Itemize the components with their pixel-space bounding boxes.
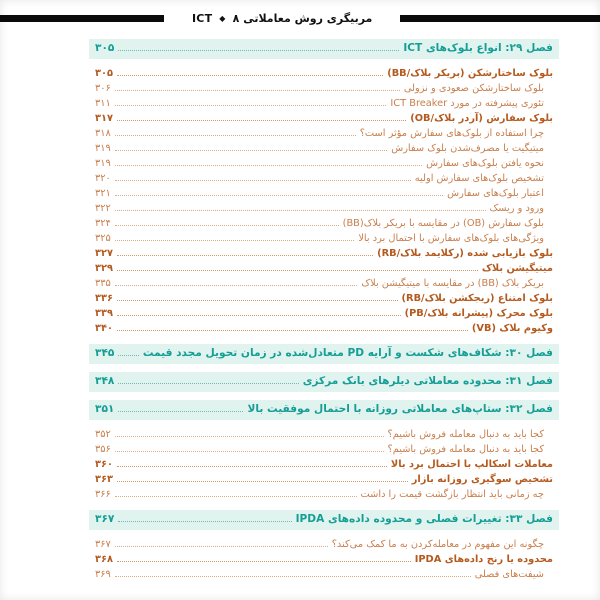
toc-leader-dots bbox=[115, 240, 355, 241]
table-of-contents bbox=[95, 39, 553, 582]
toc-entry-sub bbox=[95, 427, 553, 442]
toc-entry-page-number: ۳۵۲ bbox=[95, 429, 111, 440]
toc-entry-title: فصل ۲۹: انواع بلوک‌های ICT bbox=[403, 42, 553, 54]
toc-entry-page-number: ۳۱۹ bbox=[95, 143, 111, 154]
toc-entry-title: فصل ۳۲: ستاپ‌های معاملاتی روزانه با احتمال موفقیت بالا bbox=[247, 403, 553, 415]
toc-entry-title: کجا باید به دنبال معامله فروش باشیم؟ bbox=[387, 429, 544, 440]
toc-entry-title: چرا استفاده از بلوک‌های سفارش مؤثر است؟ bbox=[359, 128, 544, 139]
toc-entry-title: تشخیص سوگیری روزانه بازار bbox=[411, 474, 553, 485]
toc-leader-dots bbox=[115, 436, 384, 437]
toc-leader-dots bbox=[118, 383, 298, 384]
toc-entry-title: بلوک ساختارشکن صعودی و نزولی bbox=[403, 83, 544, 94]
running-head bbox=[192, 12, 372, 25]
toc-entry-page-number: ۳۶۹ bbox=[95, 569, 111, 580]
toc-entry-title: فصل ۳۱: محدوده معاملاتی دیلرهای بانک مرکزی bbox=[302, 375, 553, 387]
toc-entry-title: معاملات اسکالپ با احتمال برد بالا bbox=[390, 459, 553, 470]
toc-entry-sub bbox=[95, 231, 553, 246]
toc-entry-page-number: ۳۲۷ bbox=[95, 248, 113, 259]
toc-entry-title: چه زمانی باید انتظار بازگشت قیمت را داشت bbox=[360, 489, 544, 500]
toc-entry-section bbox=[95, 472, 553, 487]
toc-entry-page-number: ۳۲۲ bbox=[95, 203, 111, 214]
toc-entry-page-number: ۳۵۶ bbox=[95, 444, 111, 455]
toc-entry-page-number: ۳۲۵ bbox=[95, 233, 111, 244]
toc-leader-dots bbox=[117, 255, 373, 256]
toc-leader-dots bbox=[115, 165, 422, 166]
toc-leader-dots bbox=[115, 225, 339, 226]
toc-entry-sub bbox=[95, 96, 553, 111]
toc-entry-page-number: ۳۶۶ bbox=[95, 489, 111, 500]
toc-leader-dots bbox=[117, 330, 468, 331]
toc-leader-dots bbox=[115, 90, 400, 91]
toc-entry-section bbox=[95, 291, 553, 306]
toc-entry-page-number: ۳۶۷ bbox=[95, 513, 115, 525]
toc-entry-chapter bbox=[89, 344, 559, 364]
toc-entry-title: بلوک بازیابی شده (رکلایمد بلاک/RB) bbox=[377, 248, 553, 259]
toc-entry-section bbox=[95, 306, 553, 321]
toc-entry-title: بریکر بلاک (BB) در مقایسه با میتیگیشن بلاک bbox=[361, 278, 544, 289]
toc-leader-dots bbox=[118, 521, 291, 522]
toc-entry-section bbox=[95, 261, 553, 276]
toc-entry-section bbox=[95, 552, 553, 567]
toc-leader-dots bbox=[117, 315, 401, 316]
toc-entry-section bbox=[95, 457, 553, 472]
toc-entry-page-number: ۳۲۴ bbox=[95, 218, 111, 229]
toc-entry-page-number: ۳۲۹ bbox=[95, 263, 113, 274]
toc-leader-dots bbox=[115, 451, 384, 452]
diamond-separator-icon: ◆ bbox=[219, 13, 226, 23]
toc-entry-section bbox=[95, 321, 553, 336]
toc-leader-dots bbox=[115, 180, 411, 181]
toc-entry-title: چگونه این مفهوم در معامله‌کردن به ما کمک می‌کند؟ bbox=[331, 539, 544, 550]
toc-entry-title: ورود و ریسک bbox=[489, 203, 544, 214]
toc-entry-section bbox=[95, 111, 553, 126]
toc-entry-page-number: ۳۲۰ bbox=[95, 173, 111, 184]
toc-entry-page-number: ۳۲۱ bbox=[95, 188, 111, 199]
toc-entry-title: ویژگی‌های بلوک‌های سفارش با احتمال برد بالا bbox=[358, 233, 544, 244]
toc-entry-title: تشخیص بلوک‌های سفارش اولیه bbox=[414, 173, 544, 184]
running-head-page-number: ۸ bbox=[232, 11, 240, 25]
toc-entry-chapter bbox=[89, 372, 559, 392]
toc-entry-page-number: ۳۰۵ bbox=[95, 68, 113, 79]
toc-entry-section bbox=[95, 66, 553, 81]
toc-leader-dots bbox=[115, 576, 471, 577]
toc-leader-dots bbox=[115, 210, 486, 211]
toc-entry-page-number: ۳۶۳ bbox=[95, 474, 113, 485]
toc-leader-dots bbox=[115, 105, 387, 106]
toc-entry-page-number: ۳۰۶ bbox=[95, 83, 111, 94]
toc-entry-title: بلوک ساختارشکن (بریکر بلاک/BB) bbox=[387, 68, 553, 79]
toc-entry-sub bbox=[95, 81, 553, 96]
toc-entry-chapter bbox=[89, 400, 559, 420]
toc-entry-page-number: ۳۳۵ bbox=[95, 278, 111, 289]
toc-entry-sub bbox=[95, 156, 553, 171]
toc-entry-title: وکیوم بلاک (VB) bbox=[471, 323, 553, 334]
toc-entry-title: بلوک سفارش (OB) در مقایسه با بریکر بلاک(BB) bbox=[342, 218, 544, 229]
toc-entry-page-number: ۳۱۸ bbox=[95, 128, 111, 139]
toc-entry-sub bbox=[95, 216, 553, 231]
toc-entry-title: بلوک سفارش (آردر بلاک/OB) bbox=[410, 113, 553, 124]
toc-leader-dots bbox=[118, 355, 138, 356]
toc-leader-dots bbox=[115, 546, 328, 547]
toc-entry-page-number: ۳۴۰ bbox=[95, 323, 113, 334]
toc-leader-dots bbox=[117, 120, 406, 121]
toc-leader-dots bbox=[117, 561, 411, 562]
toc-leader-dots bbox=[117, 300, 398, 301]
toc-leader-dots bbox=[115, 496, 357, 497]
header-rule-left bbox=[0, 15, 164, 22]
toc-entry-page-number: ۳۱۱ bbox=[95, 98, 111, 109]
header-rule-right bbox=[400, 15, 600, 22]
toc-entry-sub bbox=[95, 186, 553, 201]
toc-entry-page-number: ۳۶۰ bbox=[95, 459, 113, 470]
toc-leader-dots bbox=[118, 411, 243, 412]
toc-leader-dots bbox=[115, 195, 443, 196]
toc-entry-sub bbox=[95, 567, 553, 582]
toc-entry-title: بلوک محرک (پیشرانه بلاک/PB) bbox=[404, 308, 553, 319]
toc-entry-sub bbox=[95, 276, 553, 291]
toc-entry-page-number: ۳۴۵ bbox=[95, 347, 115, 359]
toc-leader-dots bbox=[115, 150, 387, 151]
toc-entry-page-number: ۳۱۷ bbox=[95, 113, 113, 124]
toc-leader-dots bbox=[115, 135, 356, 136]
toc-entry-sub bbox=[95, 201, 553, 216]
toc-entry-title: میتیگیت یا مصرف‌شدن بلوک سفارش bbox=[391, 143, 544, 154]
toc-entry-title: تئوری پیشرفته در مورد ICT Breaker bbox=[390, 98, 544, 109]
toc-entry-title: کجا باید به دنبال معامله فروش باشیم؟ bbox=[387, 444, 544, 455]
toc-entry-sub bbox=[95, 126, 553, 141]
toc-leader-dots bbox=[115, 285, 358, 286]
toc-leader-dots bbox=[117, 466, 387, 467]
toc-entry-sub bbox=[95, 171, 553, 186]
toc-leader-dots bbox=[117, 270, 478, 271]
toc-entry-title: بلوک امتناع (ریجکشن بلاک/RB) bbox=[401, 293, 553, 304]
toc-entry-page-number: ۳۱۹ bbox=[95, 158, 111, 169]
toc-leader-dots bbox=[117, 75, 383, 76]
toc-entry-sub bbox=[95, 141, 553, 156]
toc-entry-sub bbox=[95, 442, 553, 457]
toc-entry-chapter bbox=[89, 510, 559, 530]
toc-entry-page-number: ۳۶۸ bbox=[95, 554, 113, 565]
toc-entry-sub bbox=[95, 537, 553, 552]
toc-entry-sub bbox=[95, 487, 553, 502]
toc-entry-page-number: ۳۴۸ bbox=[95, 375, 115, 387]
toc-entry-page-number: ۳۰۵ bbox=[95, 42, 115, 54]
toc-leader-dots bbox=[118, 50, 399, 51]
toc-entry-chapter bbox=[89, 39, 559, 59]
toc-entry-title: محدوده یا رنج داده‌های IPDA bbox=[414, 554, 553, 565]
toc-entry-title: نحوه یافتن بلوک‌های سفارش bbox=[426, 158, 544, 169]
toc-entry-title: فصل ۳۳: تغییرات فصلی و محدوده داده‌های IPDA bbox=[295, 513, 553, 525]
toc-entry-page-number: ۳۵۱ bbox=[95, 403, 115, 415]
toc-entry-page-number: ۳۳۶ bbox=[95, 293, 113, 304]
toc-entry-page-number: ۳۳۹ bbox=[95, 308, 113, 319]
toc-entry-section bbox=[95, 246, 553, 261]
toc-entry-title: اعتبار بلوک‌های سفارش bbox=[447, 188, 544, 199]
toc-entry-page-number: ۳۶۷ bbox=[95, 539, 111, 550]
toc-leader-dots bbox=[117, 481, 408, 482]
running-header bbox=[0, 10, 600, 26]
toc-entry-title: میتیگیشن بلاک bbox=[481, 263, 553, 274]
toc-entry-title: شیفت‌های فصلی bbox=[474, 569, 544, 580]
running-head-title: مربیگری روش معاملاتی ICT bbox=[192, 11, 373, 25]
toc-entry-title: فصل ۳۰: شکاف‌های شکست و آرایه PD متعادل‌شده در زمان تحویل مجدد قیمت bbox=[142, 347, 553, 359]
